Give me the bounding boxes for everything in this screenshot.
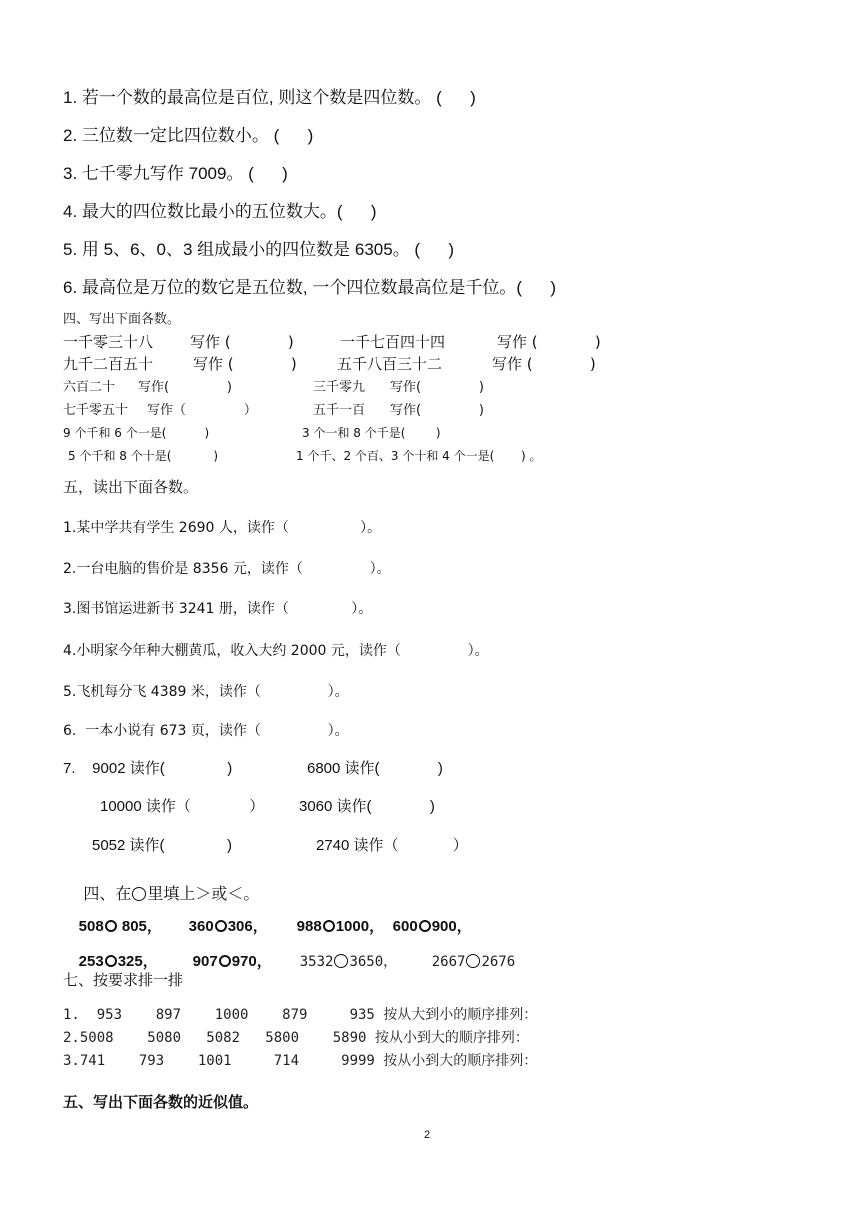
compare-left: 600 xyxy=(392,918,418,935)
compare-title-pre: 四、在 xyxy=(83,884,132,903)
compare-right: 2676 xyxy=(481,954,516,970)
sort-line-1: 1. 953 897 1000 879 935 按从大到小的顺序排列： xyxy=(63,1007,538,1023)
write-item-units: 9 个千和 6 个一是( ) xyxy=(63,426,210,440)
read-item-4: 4.小明家今年种大棚黄瓜，收入大约 2000 元，读作（ ）。 xyxy=(63,643,489,659)
compare-right: 1000， xyxy=(335,918,385,935)
write-item-number: 一千七百四十四 xyxy=(340,333,446,351)
compare-right: 3650， xyxy=(349,954,398,970)
compare-row-2 xyxy=(398,940,515,983)
read-item-2: 2.一台电脑的售价是 8356 元，读作（ ）。 xyxy=(63,561,391,577)
compare-right: 970， xyxy=(231,953,272,970)
compare-left: 508 xyxy=(78,918,104,935)
compare-right: 805， xyxy=(117,918,162,935)
page-number: 2 xyxy=(424,1129,431,1141)
write-item-blank: 写作 ( ) xyxy=(190,333,294,351)
compare-row-2 xyxy=(266,940,397,983)
write-item-units: 5 个千和 8 个十是( ) xyxy=(68,449,219,463)
sort-line-2: 2.5008 5080 5082 5800 5890 按从小到大的顺序排列： xyxy=(63,1030,529,1046)
compare-left: 988 xyxy=(296,918,322,935)
compare-circle-blank[interactable] xyxy=(419,920,431,932)
write-item-blank: 写作( ) xyxy=(390,380,484,395)
judge-item-3: 3. 七千零九写作 7009。 ( ) xyxy=(63,164,288,183)
circle-icon xyxy=(132,887,146,901)
write-item-blank: 写作 ( ) xyxy=(492,355,596,373)
write-item-number: 五千一百 xyxy=(313,403,366,418)
compare-left: 253 xyxy=(78,953,104,970)
write-section-title: 四、写出下面各数。 xyxy=(63,312,181,327)
judge-item-6: 6. 最高位是万位的数它是五位数, 一个四位数最高位是千位。( ) xyxy=(63,278,557,297)
compare-left: 3532 xyxy=(299,954,334,970)
write-item-blank: 写作（ ） xyxy=(147,403,257,418)
write-item-number: 七千零五十 xyxy=(63,403,129,418)
judge-item-2: 2. 三位数一定比四位数小。 ( ) xyxy=(63,126,314,145)
compare-circle-blank[interactable] xyxy=(323,920,335,932)
read-q7-item: 7. 9002 读作( ) xyxy=(63,760,233,777)
sort-section-title: 七、按要求排一排 xyxy=(63,971,184,989)
write-item-units: 1 个千、2 个百、3 个十和 4 个一是( ) 。 xyxy=(296,449,542,463)
read-item-3: 3.图书馆运进新书 3241 册，读作（ ）。 xyxy=(63,601,373,617)
compare-left: 2667 xyxy=(431,954,466,970)
write-item-number: 六百二十 xyxy=(63,380,116,395)
compare-title-post: 里填上＞或＜。 xyxy=(147,884,260,903)
compare-left: 907 xyxy=(192,953,218,970)
write-item-units: 3 个一和 8 个千是( ) xyxy=(302,426,441,440)
compare-left: 360 xyxy=(188,918,214,935)
read-q7-item: 5052 读作( ) xyxy=(92,837,233,854)
read-q7-item: 3060 读作( ) xyxy=(299,798,435,815)
compare-circle-blank[interactable] xyxy=(105,955,117,967)
write-item-number: 五千八百三十二 xyxy=(337,355,443,373)
compare-right: 900， xyxy=(431,918,472,935)
judge-item-1: 1. 若一个数的最高位是百位, 则这个数是四位数。 ( ) xyxy=(63,88,476,107)
write-item-number: 九千二百五十 xyxy=(63,355,154,373)
write-item-blank: 写作 ( ) xyxy=(193,355,297,373)
read-q7-item: 10000 读作（ ） xyxy=(100,798,265,815)
approx-section-title: 五、写出下面各数的近似值。 xyxy=(63,1093,259,1111)
write-item-number: 三千零九 xyxy=(313,380,366,395)
compare-right: 306， xyxy=(227,918,268,935)
compare-circle-blank[interactable] xyxy=(105,920,117,932)
read-item-1: 1.某中学共有学生 2690 人，读作（ ）。 xyxy=(63,520,382,536)
write-item-blank: 写作( ) xyxy=(390,403,484,418)
sort-line-3: 3.741 793 1001 714 9999 按从小到大的顺序排列： xyxy=(63,1053,538,1069)
read-section-title: 五，读出下面各数。 xyxy=(63,478,199,496)
write-item-number: 一千零三十八 xyxy=(63,333,154,351)
read-item-5: 5.飞机每分飞 4389 米，读作（ ）。 xyxy=(63,684,349,700)
compare-circle-blank[interactable] xyxy=(334,954,348,968)
compare-right: 325， xyxy=(117,953,158,970)
read-q7-item: 2740 读作（ ） xyxy=(316,837,468,854)
compare-circle-blank[interactable] xyxy=(215,920,227,932)
write-item-blank: 写作( ) xyxy=(138,380,232,395)
read-item-6: 6. 一本小说有 673 页，读作（ ）。 xyxy=(63,723,349,739)
write-item-blank: 写作 ( ) xyxy=(497,333,601,351)
compare-circle-blank[interactable] xyxy=(466,954,480,968)
compare-circle-blank[interactable] xyxy=(219,955,231,967)
judge-item-4: 4. 最大的四位数比最小的五位数大。( ) xyxy=(63,202,377,221)
read-q7-item: 6800 读作( ) xyxy=(307,760,443,777)
compare-row-2 xyxy=(176,939,272,984)
judge-item-5: 5. 用 5、6、0、3 组成最小的四位数是 6305。 ( ) xyxy=(63,240,455,259)
